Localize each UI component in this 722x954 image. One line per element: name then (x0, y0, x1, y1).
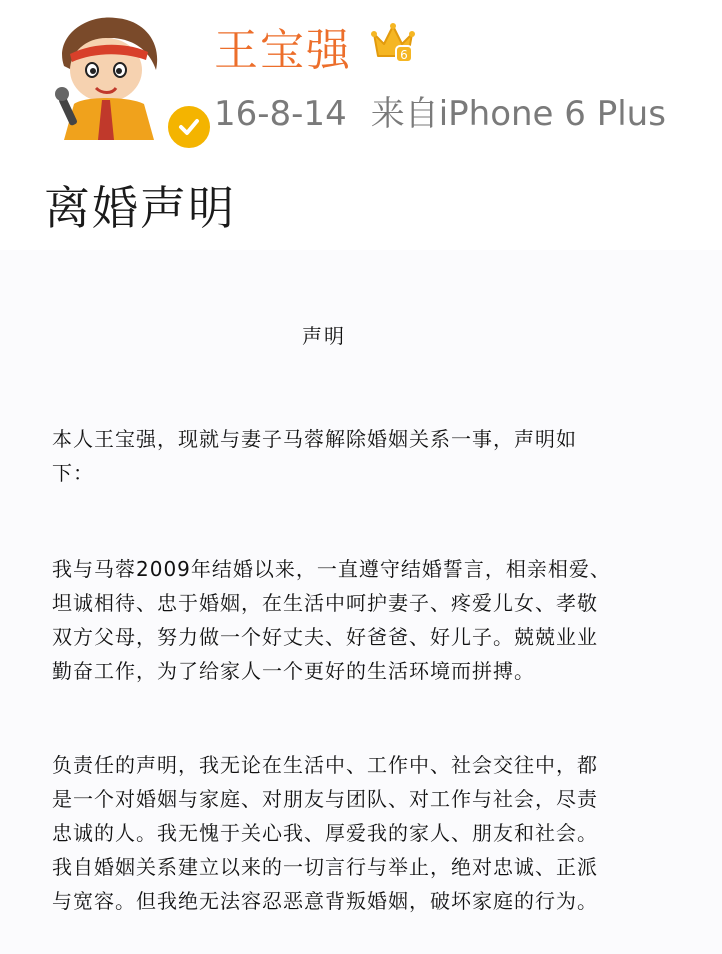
avatar-illustration-icon (44, 8, 174, 140)
post-meta (214, 86, 666, 135)
svg-text:6: 6 (400, 48, 408, 62)
post-date: 16-8-14 (214, 94, 347, 134)
crown-member-icon[interactable] (370, 20, 416, 64)
username[interactable]: 王宝强 (214, 25, 352, 76)
post-source[interactable]: 来自iPhone 6 Plus (370, 94, 666, 134)
statement-heading: 声明 (302, 324, 346, 348)
post-title: 离婚声明 (44, 181, 236, 235)
post-header (0, 0, 722, 160)
statement-paragraph-2: 负责任的声明，我无论在生活中、工作中、社会交往中，都是一个对婚姻与家庭、对朋友与团队、对工作与社会，尽责忠诚的人。我无愧于关心我、厚爱我的家人、朋友和社会。我自婚姻关系建立以来的一切言行与举止，绝对忠诚、正派与宽容。但我绝无法容忍恶意背叛婚姻，破坏家庭的行为。 (52, 753, 598, 913)
statement-intro: 本人王宝强，现就与妻子马蓉解除婚姻关系一事，声明如下： (52, 427, 577, 485)
verified-badge-icon (164, 102, 214, 152)
statement-paragraph-1: 我与马蓉2009年结婚以来，一直遵守结婚誓言，相亲相爱、坦诚相待、忠于婚姻，在生活中呵护妻子、疼爱儿女、孝敬双方父母，努力做一个好丈夫、好爸爸、好儿子。兢兢业业勤奋工作，为了给家人一个更好的生活环境而拼搏。 (52, 557, 611, 683)
statement-image[interactable] (0, 250, 722, 954)
avatar[interactable] (44, 8, 174, 140)
